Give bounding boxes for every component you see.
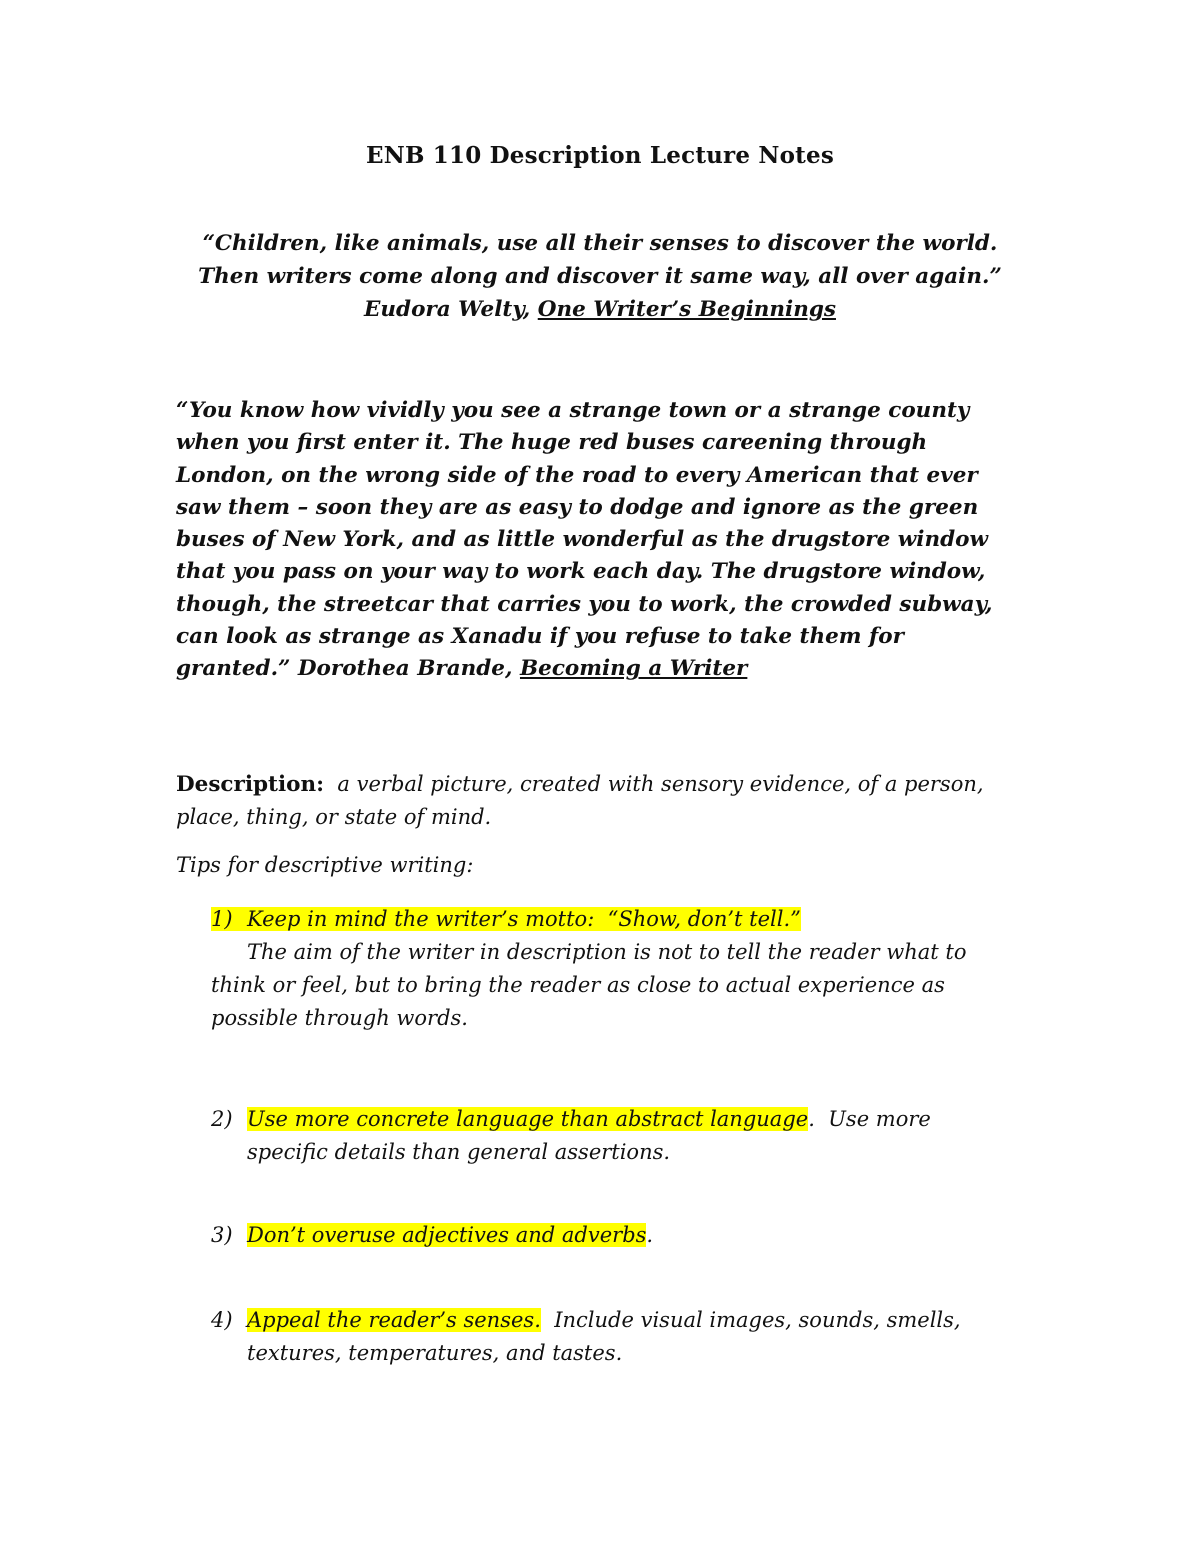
tip-2-body-line: specific details than general assertions. — [247, 1140, 671, 1164]
tip-4 — [211, 1304, 1061, 1370]
brande-quote-line: saw them – soon they are as easy to dodge and ignore as the green — [176, 494, 979, 520]
description-definition — [176, 768, 1056, 834]
brande-quote-line: when you first enter it. The huge red buses careening through — [176, 430, 928, 456]
brande-quote-last-line: granted.” Dorothea Brande, — [176, 656, 520, 682]
definition-text: a verbal picture, created with sensory evidence, of a person, — [324, 772, 984, 796]
brande-quote-line: buses of New York, and as little wonderful as the drugstore window — [176, 527, 988, 553]
tip-rest: Include visual images, sounds, smells, — [540, 1308, 961, 1332]
tips-heading: Tips for descriptive writing: — [176, 853, 474, 877]
welty-author: Eudora Welty, — [364, 297, 538, 322]
tip-rest: . Use more — [808, 1107, 931, 1131]
tip-2 — [211, 1103, 1061, 1169]
tip-1-body-line: The aim of the writer in description is not to tell the reader what to — [247, 940, 967, 964]
tip-highlight: Don’t overuse adjectives and adverbs — [247, 1223, 647, 1247]
tip-number: 4) — [211, 1308, 233, 1332]
tip-highlight: Appeal the reader’s senses. — [247, 1308, 541, 1332]
brande-quote-line: “You know how vividly you see a strange town or a strange county — [176, 398, 970, 423]
tip-3-heading — [211, 1219, 1061, 1252]
tip-number: 3) — [211, 1223, 233, 1247]
tip-rest: . — [646, 1223, 654, 1247]
tip-1-body-line: think or feel, but to bring the reader as close to actual experience as — [211, 973, 945, 997]
tip-1-body-line: possible through words. — [211, 1006, 468, 1030]
welty-quote — [130, 227, 1070, 326]
brande-quote — [176, 395, 1016, 686]
welty-book-title: One Writer’s Beginnings — [537, 297, 836, 322]
tip-2-heading — [211, 1103, 1061, 1136]
definition-line-1 — [176, 768, 1056, 801]
tip-highlight: Keep in mind the writer’s motto: “Show, don’t tell.” — [247, 907, 801, 931]
brande-book-title: Becoming a Writer — [519, 656, 748, 682]
tip-1 — [211, 903, 1061, 1035]
brande-quote-line: London, on the wrong side of the road to every American that ever — [176, 462, 978, 488]
definition-line-2: place, thing, or state of mind. — [176, 805, 492, 829]
tip-3 — [211, 1219, 1061, 1252]
tip-4-body-line: textures, temperatures, and tastes. — [247, 1341, 623, 1365]
welty-quote-line-2: Then writers come along and discover it same way, all over again.” — [198, 264, 1002, 289]
welty-attribution — [130, 293, 1070, 326]
brande-quote-line: that you pass on your way to work each day. The drugstore window, — [176, 559, 986, 585]
brande-quote-line: though, the streetcar that carries you to work, the crowded subway, — [176, 591, 993, 617]
welty-quote-line-1: “Children, like animals, use all their senses to discover the world. — [202, 231, 998, 256]
tip-1-heading — [211, 903, 1061, 936]
brande-quote-line: can look as strange as Xanadu if you refuse to take them for — [176, 624, 904, 650]
tip-4-heading — [211, 1304, 1061, 1337]
tip-highlight: Use more concrete language than abstract language — [247, 1107, 809, 1131]
document-title: ENB 110 Description Lecture Notes — [365, 142, 834, 169]
tip-number: 1) — [211, 907, 233, 931]
tip-number: 2) — [211, 1107, 233, 1131]
brande-attribution — [176, 653, 1016, 685]
definition-term: Description: — [176, 772, 325, 797]
